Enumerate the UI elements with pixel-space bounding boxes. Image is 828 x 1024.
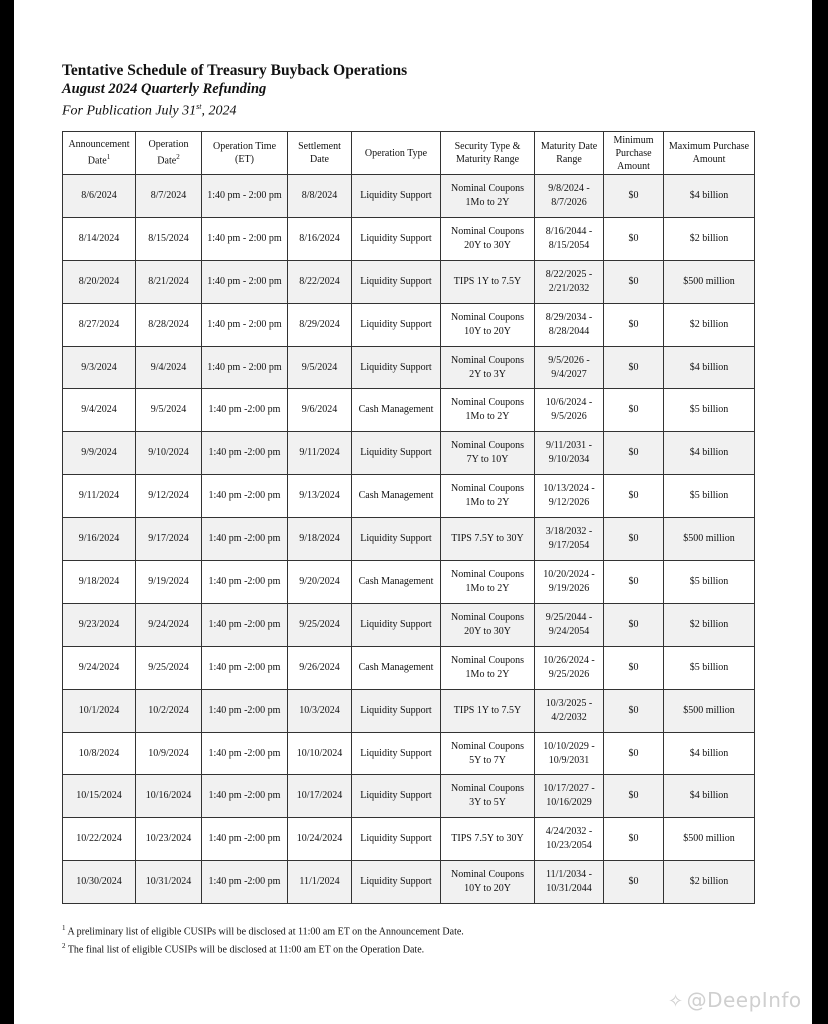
cell-announcement-date: 10/30/2024 <box>63 861 136 904</box>
cell-settlement-date: 9/5/2024 <box>288 346 352 389</box>
cell-maximum-purchase: $5 billion <box>664 561 755 604</box>
header-block <box>62 62 407 121</box>
cell-settlement-date: 8/22/2024 <box>288 260 352 303</box>
cell-operation-time: 1:40 pm -2:00 pm <box>202 646 288 689</box>
cell-maximum-purchase: $5 billion <box>664 646 755 689</box>
cell-operation-type: Liquidity Support <box>352 689 441 732</box>
cell-operation-type: Liquidity Support <box>352 732 441 775</box>
cell-maximum-purchase: $2 billion <box>664 603 755 646</box>
cell-operation-type: Cash Management <box>352 561 441 604</box>
cell-settlement-date: 10/10/2024 <box>288 732 352 775</box>
cell-maximum-purchase: $4 billion <box>664 432 755 475</box>
cell-operation-type: Cash Management <box>352 475 441 518</box>
cell-settlement-date: 10/3/2024 <box>288 689 352 732</box>
cell-operation-time: 1:40 pm -2:00 pm <box>202 389 288 432</box>
cell-operation-time: 1:40 pm -2:00 pm <box>202 603 288 646</box>
cell-maximum-purchase: $2 billion <box>664 217 755 260</box>
cell-operation-time: 1:40 pm - 2:00 pm <box>202 260 288 303</box>
cell-maximum-purchase: $500 million <box>664 689 755 732</box>
cell-maximum-purchase: $4 billion <box>664 175 755 218</box>
cell-minimum-purchase: $0 <box>604 475 664 518</box>
cell-maturity-range: 8/16/2044 - 8/15/2054 <box>535 217 604 260</box>
cell-operation-time: 1:40 pm -2:00 pm <box>202 432 288 475</box>
cell-maturity-range: 11/1/2034 - 10/31/2044 <box>535 861 604 904</box>
header-operation-date: Operation Date$^2$ <box>136 132 202 175</box>
header-maturity-range: Maturity Date Range <box>535 132 604 175</box>
cell-settlement-date: 9/11/2024 <box>288 432 352 475</box>
cell-operation-date: 8/21/2024 <box>136 260 202 303</box>
header-maximum-purchase: Maximum Purchase Amount <box>664 132 755 175</box>
cell-operation-type: Liquidity Support <box>352 775 441 818</box>
deepinfo-logo-icon: ✧ <box>668 991 684 1012</box>
cell-minimum-purchase: $0 <box>604 861 664 904</box>
cell-announcement-date: 10/15/2024 <box>63 775 136 818</box>
cell-minimum-purchase: $0 <box>604 775 664 818</box>
header-operation-time: Operation Time (ET) <box>202 132 288 175</box>
cell-announcement-date: 8/27/2024 <box>63 303 136 346</box>
cell-maturity-range: 9/11/2031 - 9/10/2034 <box>535 432 604 475</box>
cell-operation-time: 1:40 pm - 2:00 pm <box>202 346 288 389</box>
table-row <box>63 861 755 904</box>
cell-operation-date: 9/10/2024 <box>136 432 202 475</box>
cell-operation-type: Liquidity Support <box>352 303 441 346</box>
cell-announcement-date: 10/1/2024 <box>63 689 136 732</box>
table-row <box>63 646 755 689</box>
table-row <box>63 175 755 218</box>
cell-operation-date: 9/12/2024 <box>136 475 202 518</box>
cell-settlement-date: 8/29/2024 <box>288 303 352 346</box>
cell-operation-time: 1:40 pm -2:00 pm <box>202 861 288 904</box>
pub-date-suffix: , 2024 <box>201 103 237 119</box>
cell-minimum-purchase: $0 <box>604 346 664 389</box>
table-row <box>63 475 755 518</box>
cell-operation-date: 8/28/2024 <box>136 303 202 346</box>
cell-minimum-purchase: $0 <box>604 303 664 346</box>
table-body <box>63 175 755 904</box>
cell-operation-time: 1:40 pm -2:00 pm <box>202 818 288 861</box>
cell-security-type: Nominal Coupons 20Y to 30Y <box>441 217 535 260</box>
cell-security-type: Nominal Coupons 3Y to 5Y <box>441 775 535 818</box>
cell-operation-time: 1:40 pm -2:00 pm <box>202 518 288 561</box>
cell-announcement-date: 9/23/2024 <box>63 603 136 646</box>
publication-date <box>62 98 407 121</box>
cell-security-type: TIPS 1Y to 7.5Y <box>441 260 535 303</box>
cell-settlement-date: 8/16/2024 <box>288 217 352 260</box>
cell-announcement-date: 10/8/2024 <box>63 732 136 775</box>
table-row <box>63 518 755 561</box>
document-subtitle: August 2024 Quarterly Refunding <box>62 81 267 97</box>
cell-maximum-purchase: $500 million <box>664 260 755 303</box>
cell-settlement-date: 8/8/2024 <box>288 175 352 218</box>
cell-operation-time: 1:40 pm -2:00 pm <box>202 561 288 604</box>
cell-announcement-date: 8/6/2024 <box>63 175 136 218</box>
cell-announcement-date: 8/14/2024 <box>63 217 136 260</box>
table-row <box>63 303 755 346</box>
cell-minimum-purchase: $0 <box>604 818 664 861</box>
cell-operation-type: Liquidity Support <box>352 861 441 904</box>
cell-maximum-purchase: $4 billion <box>664 775 755 818</box>
header-minimum-purchase: Minimum Purchase Amount <box>604 132 664 175</box>
cell-maximum-purchase: $4 billion <box>664 346 755 389</box>
cell-maturity-range: 8/22/2025 - 2/21/2032 <box>535 260 604 303</box>
cell-maturity-range: 10/6/2024 - 9/5/2026 <box>535 389 604 432</box>
cell-operation-type: Liquidity Support <box>352 175 441 218</box>
header-operation-type: Operation Type <box>352 132 441 175</box>
cell-security-type: TIPS 7.5Y to 30Y <box>441 518 535 561</box>
document-page <box>14 0 812 1024</box>
cell-settlement-date: 10/17/2024 <box>288 775 352 818</box>
cell-maturity-range: 10/17/2027 - 10/16/2029 <box>535 775 604 818</box>
cell-operation-date: 9/17/2024 <box>136 518 202 561</box>
cell-maximum-purchase: $500 million <box>664 518 755 561</box>
cell-operation-time: 1:40 pm -2:00 pm <box>202 775 288 818</box>
cell-minimum-purchase: $0 <box>604 217 664 260</box>
pub-date-prefix: For Publication July 31 <box>62 103 197 119</box>
cell-minimum-purchase: $0 <box>604 518 664 561</box>
cell-operation-time: 1:40 pm -2:00 pm <box>202 732 288 775</box>
cell-operation-date: 10/23/2024 <box>136 818 202 861</box>
buyback-schedule-table <box>62 131 755 904</box>
cell-maximum-purchase: $5 billion <box>664 389 755 432</box>
table-row <box>63 732 755 775</box>
cell-security-type: Nominal Coupons 1Mo to 2Y <box>441 646 535 689</box>
document-title: Tentative Schedule of Treasury Buyback Operations <box>62 62 408 79</box>
cell-settlement-date: 11/1/2024 <box>288 861 352 904</box>
table-row <box>63 217 755 260</box>
cell-maturity-range: 8/29/2034 - 8/28/2044 <box>535 303 604 346</box>
cell-maximum-purchase: $5 billion <box>664 475 755 518</box>
cell-maturity-range: 10/20/2024 - 9/19/2026 <box>535 561 604 604</box>
cell-operation-date: 9/4/2024 <box>136 346 202 389</box>
table-row <box>63 561 755 604</box>
cell-announcement-date: 8/20/2024 <box>63 260 136 303</box>
cell-announcement-date: 9/9/2024 <box>63 432 136 475</box>
cell-operation-date: 10/16/2024 <box>136 775 202 818</box>
table-row <box>63 389 755 432</box>
cell-operation-date: 9/19/2024 <box>136 561 202 604</box>
cell-operation-date: 10/9/2024 <box>136 732 202 775</box>
footnote-2: $^2$ The final list of eligible CUSIPs will be disclosed at 11:00 am ET on the Operation Date. <box>62 942 425 956</box>
table-row <box>63 346 755 389</box>
cell-announcement-date: 9/24/2024 <box>63 646 136 689</box>
cell-operation-date: 8/7/2024 <box>136 175 202 218</box>
cell-security-type: Nominal Coupons 7Y to 10Y <box>441 432 535 475</box>
cell-operation-time: 1:40 pm - 2:00 pm <box>202 217 288 260</box>
cell-maximum-purchase: $2 billion <box>664 861 755 904</box>
cell-maturity-range: 10/3/2025 - 4/2/2032 <box>535 689 604 732</box>
cell-security-type: Nominal Coupons 1Mo to 2Y <box>441 475 535 518</box>
cell-minimum-purchase: $0 <box>604 389 664 432</box>
cell-operation-type: Cash Management <box>352 646 441 689</box>
cell-minimum-purchase: $0 <box>604 432 664 475</box>
cell-settlement-date: 9/6/2024 <box>288 389 352 432</box>
cell-operation-type: Cash Management <box>352 389 441 432</box>
cell-announcement-date: 9/3/2024 <box>63 346 136 389</box>
cell-maturity-range: 10/13/2024 - 9/12/2026 <box>535 475 604 518</box>
cell-operation-date: 9/25/2024 <box>136 646 202 689</box>
cell-minimum-purchase: $0 <box>604 260 664 303</box>
cell-minimum-purchase: $0 <box>604 603 664 646</box>
cell-settlement-date: 10/24/2024 <box>288 818 352 861</box>
header-announcement-date: Announcement Date$^1$ <box>63 132 136 175</box>
table-row <box>63 818 755 861</box>
cell-maturity-range: 4/24/2032 - 10/23/2054 <box>535 818 604 861</box>
cell-announcement-date: 9/16/2024 <box>63 518 136 561</box>
cell-maximum-purchase: $4 billion <box>664 732 755 775</box>
cell-operation-type: Liquidity Support <box>352 818 441 861</box>
cell-operation-time: 1:40 pm - 2:00 pm <box>202 303 288 346</box>
cell-operation-date: 8/15/2024 <box>136 217 202 260</box>
cell-operation-type: Liquidity Support <box>352 518 441 561</box>
cell-maximum-purchase: $500 million <box>664 818 755 861</box>
cell-security-type: Nominal Coupons 5Y to 7Y <box>441 732 535 775</box>
table-header-row <box>63 132 755 175</box>
header-security-type: Security Type & Maturity Range <box>441 132 535 175</box>
cell-maturity-range: 9/8/2024 - 8/7/2026 <box>535 175 604 218</box>
cell-operation-type: Liquidity Support <box>352 260 441 303</box>
table-row <box>63 689 755 732</box>
cell-maturity-range: 10/10/2029 - 10/9/2031 <box>535 732 604 775</box>
cell-security-type: Nominal Coupons 2Y to 3Y <box>441 346 535 389</box>
pub-date-sup: st <box>196 102 202 111</box>
cell-operation-type: Liquidity Support <box>352 432 441 475</box>
cell-maximum-purchase: $2 billion <box>664 303 755 346</box>
cell-announcement-date: 9/18/2024 <box>63 561 136 604</box>
cell-settlement-date: 9/26/2024 <box>288 646 352 689</box>
cell-announcement-date: 10/22/2024 <box>63 818 136 861</box>
cell-settlement-date: 9/13/2024 <box>288 475 352 518</box>
cell-settlement-date: 9/25/2024 <box>288 603 352 646</box>
table-row <box>63 603 755 646</box>
cell-operation-type: Liquidity Support <box>352 217 441 260</box>
cell-operation-time: 1:40 pm -2:00 pm <box>202 689 288 732</box>
cell-minimum-purchase: $0 <box>604 175 664 218</box>
cell-security-type: TIPS 1Y to 7.5Y <box>441 689 535 732</box>
cell-operation-time: 1:40 pm - 2:00 pm <box>202 175 288 218</box>
cell-minimum-purchase: $0 <box>604 646 664 689</box>
cell-maturity-range: 10/26/2024 - 9/25/2026 <box>535 646 604 689</box>
cell-security-type: Nominal Coupons 10Y to 20Y <box>441 861 535 904</box>
cell-minimum-purchase: $0 <box>604 561 664 604</box>
cell-maturity-range: 9/5/2026 - 9/4/2027 <box>535 346 604 389</box>
cell-operation-time: 1:40 pm -2:00 pm <box>202 475 288 518</box>
cell-security-type: Nominal Coupons 10Y to 20Y <box>441 303 535 346</box>
cell-announcement-date: 9/4/2024 <box>63 389 136 432</box>
cell-security-type: Nominal Coupons 1Mo to 2Y <box>441 175 535 218</box>
cell-security-type: Nominal Coupons 1Mo to 2Y <box>441 389 535 432</box>
cell-announcement-date: 9/11/2024 <box>63 475 136 518</box>
cell-operation-date: 10/2/2024 <box>136 689 202 732</box>
cell-security-type: Nominal Coupons 1Mo to 2Y <box>441 561 535 604</box>
cell-maturity-range: 9/25/2044 - 9/24/2054 <box>535 603 604 646</box>
table-row <box>63 432 755 475</box>
cell-security-type: TIPS 7.5Y to 30Y <box>441 818 535 861</box>
cell-operation-type: Liquidity Support <box>352 346 441 389</box>
watermark-text: @DeepInfo <box>686 988 802 1012</box>
footnotes <box>62 921 464 958</box>
watermark <box>668 988 802 1012</box>
cell-operation-date: 10/31/2024 <box>136 861 202 904</box>
table-row <box>63 260 755 303</box>
cell-minimum-purchase: $0 <box>604 732 664 775</box>
cell-settlement-date: 9/20/2024 <box>288 561 352 604</box>
header-settlement-date: Settlement Date <box>288 132 352 175</box>
cell-operation-date: 9/24/2024 <box>136 603 202 646</box>
cell-maturity-range: 3/18/2032 - 9/17/2054 <box>535 518 604 561</box>
footnote-1: $^1$ A preliminary list of eligible CUSIPs will be disclosed at 11:00 am ET on the Announcement Date. <box>62 924 464 938</box>
cell-operation-date: 9/5/2024 <box>136 389 202 432</box>
cell-operation-type: Liquidity Support <box>352 603 441 646</box>
cell-security-type: Nominal Coupons 20Y to 30Y <box>441 603 535 646</box>
cell-minimum-purchase: $0 <box>604 689 664 732</box>
table-row <box>63 775 755 818</box>
cell-settlement-date: 9/18/2024 <box>288 518 352 561</box>
